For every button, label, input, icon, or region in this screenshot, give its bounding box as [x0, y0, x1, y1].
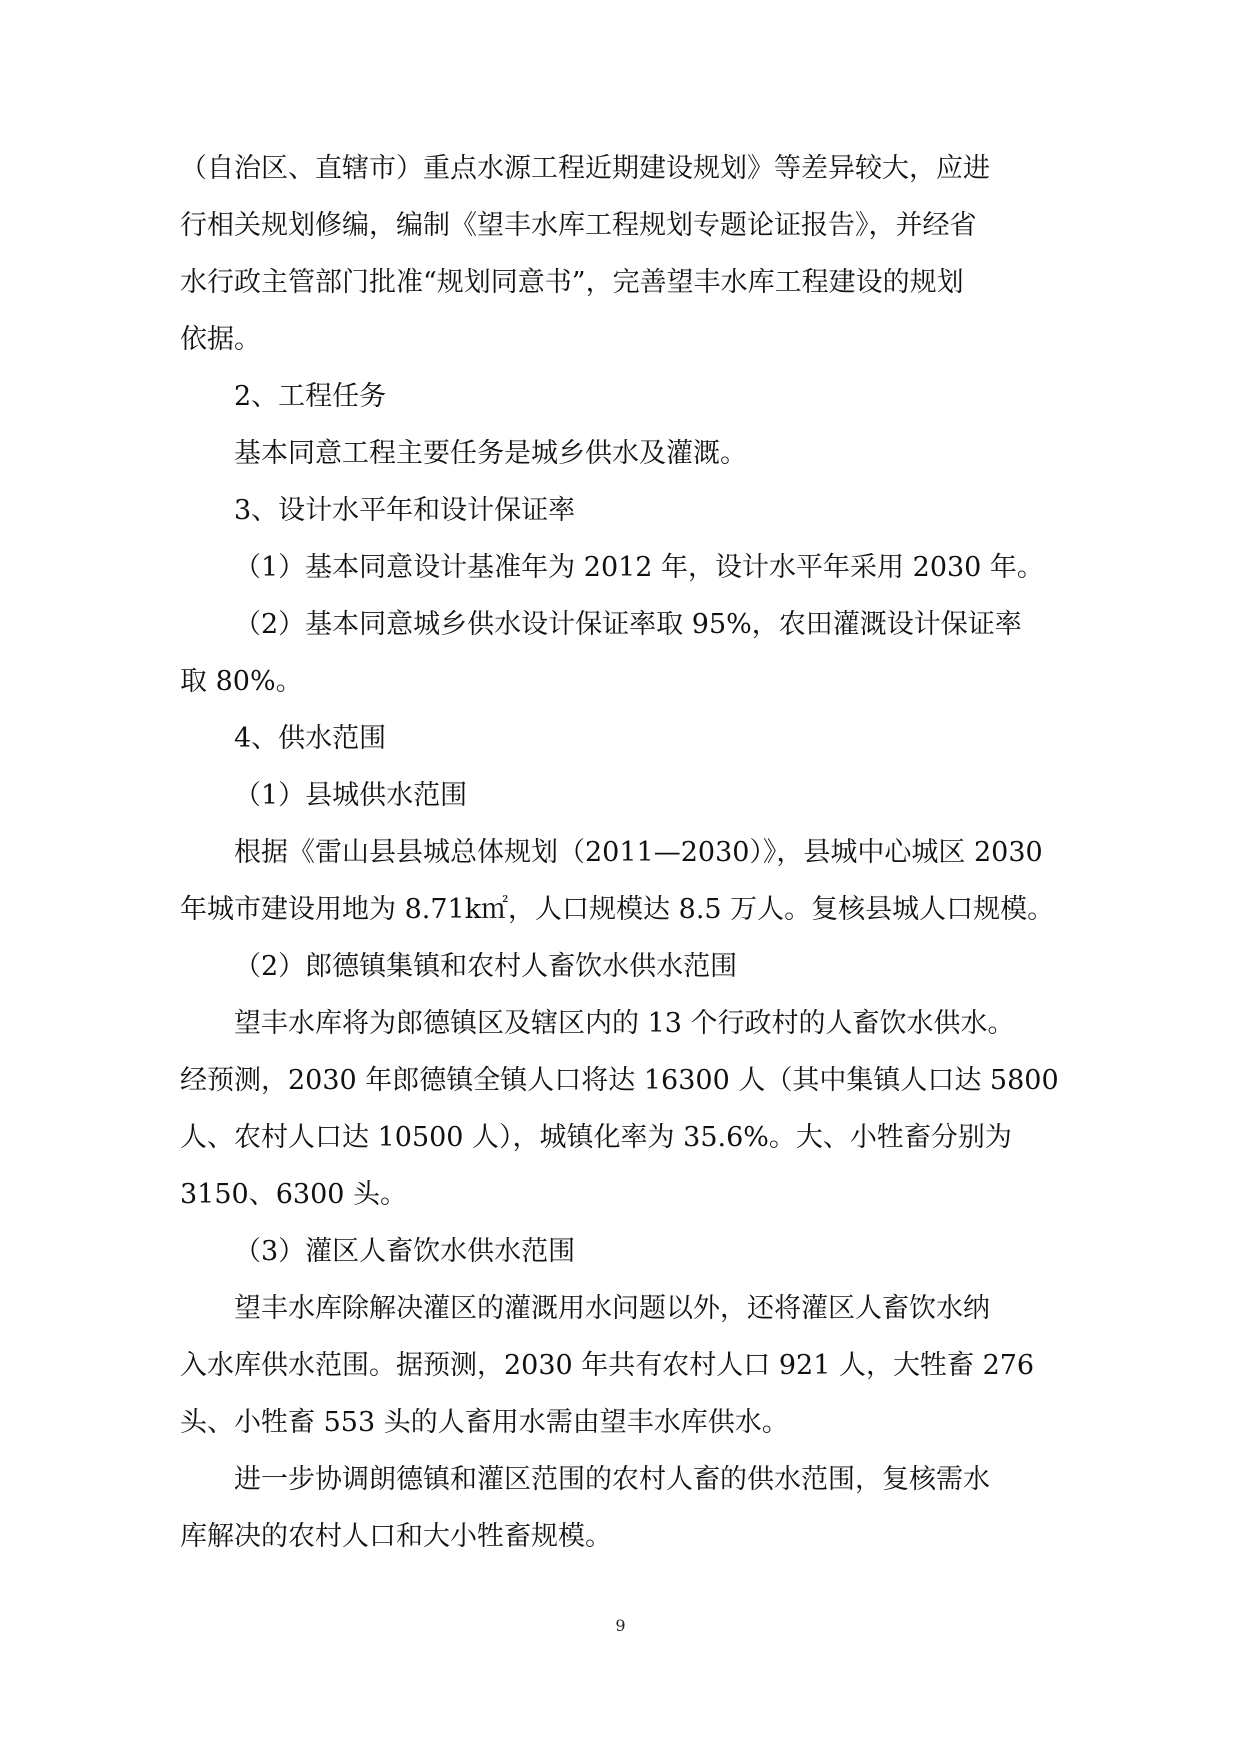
paragraph-langde-supply — [180, 995, 1060, 1223]
text-line: 人、农村人口达 10500 人），城镇化率为 35.6%。大、小牲畜分别为 — [180, 1122, 1012, 1153]
text-line: 库解决的农村人口和大小牲畜规模。 — [180, 1521, 612, 1552]
text-line: 入水库供水范围。据预测，2030 年共有农村人口 921 人，大牲畜 276 — [180, 1350, 1035, 1381]
section-heading-project-tasks: 2、工程任务 — [234, 381, 387, 412]
text-line: 进一步协调朗德镇和灌区范围的农村人畜的供水范围，复核需水 — [234, 1464, 990, 1495]
paragraph-county-supply — [180, 824, 1060, 938]
section-heading-design-level: 3、设计水平年和设计保证率 — [234, 495, 576, 526]
subheading-langde-supply: （2）郎德镇集镇和农村人畜饮水供水范围 — [234, 951, 738, 982]
paragraph-further-coordination — [180, 1451, 1060, 1565]
paragraph-planning-basis — [180, 140, 1060, 368]
text-line: （1）基本同意设计基准年为 2012 年，设计水平年采用 2030 年。 — [234, 552, 1044, 583]
section-heading-supply-scope: 4、供水范围 — [234, 723, 387, 754]
paragraph-design-guarantee-rate — [180, 596, 1060, 710]
text-line: 年城市建设用地为 8.71k㎡，人口规模达 8.5 万人。复核县城人口规模。 — [180, 894, 1055, 925]
subheading-irrigation-supply: （3）灌区人畜饮水供水范围 — [234, 1236, 576, 1267]
text-line: 望丰水库除解决灌区的灌溉用水问题以外，还将灌区人畜饮水纳 — [234, 1293, 990, 1324]
document-body — [180, 140, 1060, 1565]
text-line: 根据《雷山县县城总体规划（2011—2030）》，县城中心城区 2030 — [234, 837, 1043, 868]
text-line: （自治区、直辖市）重点水源工程近期建设规划》等差异较大，应进 — [180, 153, 990, 184]
text-line: 3150、6300 头。 — [180, 1179, 408, 1210]
text-line: 望丰水库将为郎德镇区及辖区内的 13 个行政村的人畜饮水供水。 — [234, 1008, 1015, 1039]
subheading-county-supply: （1）县城供水范围 — [234, 780, 468, 811]
text-line: （2）基本同意城乡供水设计保证率取 95%，农田灌溉设计保证率 — [234, 609, 1022, 640]
paragraph-project-tasks: 基本同意工程主要任务是城乡供水及灌溉。 — [234, 438, 747, 469]
text-line: 取 80%。 — [180, 666, 303, 697]
text-line: 依据。 — [180, 324, 261, 355]
text-line: 行相关规划修编，编制《望丰水库工程规划专题论证报告》，并经省 — [180, 210, 977, 241]
paragraph-design-base-year — [180, 539, 1060, 596]
paragraph-irrigation-supply — [180, 1280, 1060, 1451]
text-line: 经预测，2030 年郎德镇全镇人口将达 16300 人（其中集镇人口达 5800 — [180, 1065, 1059, 1096]
text-line: 头、小牲畜 553 头的人畜用水需由望丰水库供水。 — [180, 1407, 789, 1438]
text-line: 水行政主管部门批准“规划同意书”，完善望丰水库工程建设的规划 — [180, 267, 964, 298]
page-number: 9 — [615, 1616, 626, 1635]
